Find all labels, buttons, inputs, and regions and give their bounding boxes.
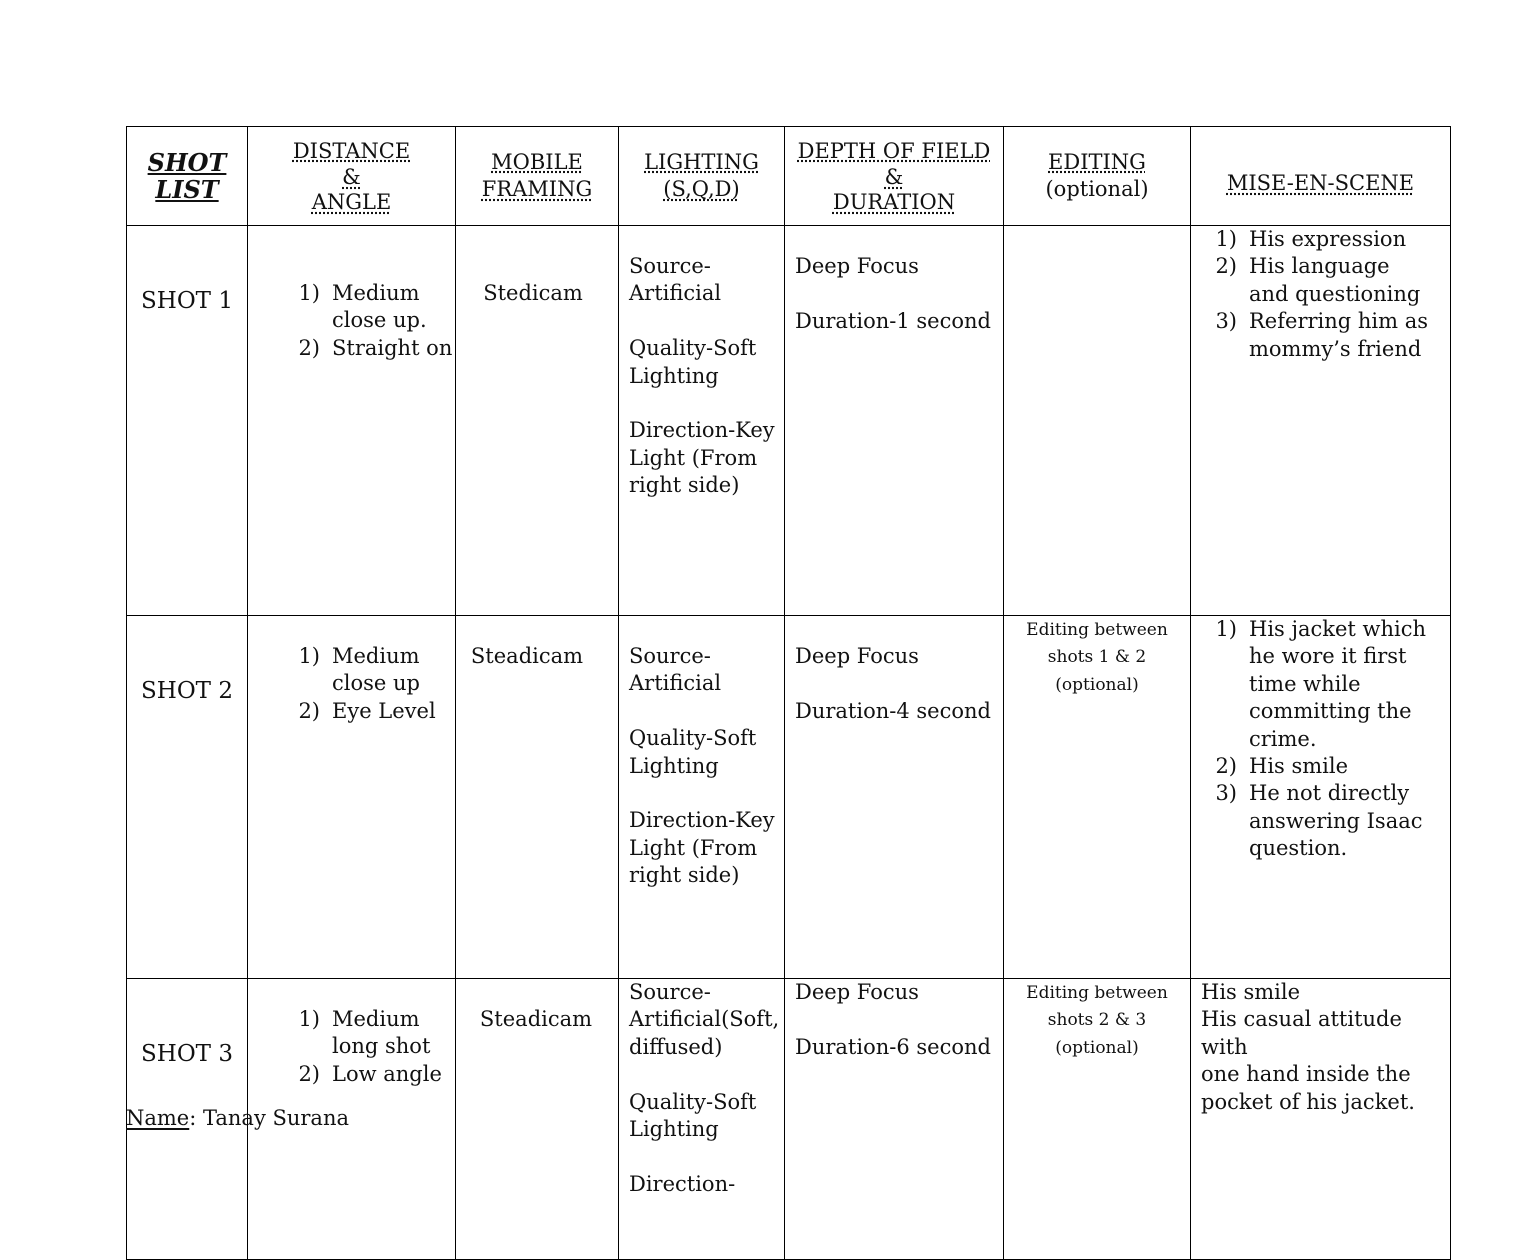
mise-list <box>1203 226 1450 363</box>
shot-label: SHOT 2 <box>127 616 248 979</box>
list-item: 1) His jacket which he wore it first time while committing the crime. <box>1215 617 1427 751</box>
mise-en-scene-cell <box>1191 226 1451 616</box>
editing-cell <box>1004 226 1191 616</box>
list-item: 3) He not directly answering Isaac question. <box>1215 781 1423 861</box>
shot-list-table <box>126 126 1451 1260</box>
author-name <box>126 1106 349 1130</box>
mobile-framing-cell: Steadicam <box>456 616 619 979</box>
distance-list <box>286 643 455 725</box>
list-item: 2) His smile <box>1215 754 1349 779</box>
list-item: 1) His expression <box>1215 227 1407 251</box>
list-item: 3) Referring him as mommy’s friend <box>1215 309 1429 361</box>
header-depth-duration: DEPTH OF FIELD & DURATION <box>785 127 1004 226</box>
editing-cell: Editing between shots 2 & 3 (optional) <box>1004 979 1191 1260</box>
shot-label: SHOT 3 <box>127 979 248 1260</box>
list-item: 2) Straight on <box>298 335 453 360</box>
mise-list <box>1203 616 1450 863</box>
header-mise-en-scene: MISE-EN-SCENE <box>1191 127 1451 226</box>
distance-list <box>286 280 455 362</box>
list-item: 1) Medium long shot <box>298 1007 431 1059</box>
depth-duration-cell: Deep Focus Duration-4 second <box>785 616 1004 979</box>
depth-duration-cell: Deep Focus Duration-1 second <box>785 226 1004 616</box>
list-item: 2) His language and questioning <box>1215 254 1421 306</box>
list-item: 2) Eye Level <box>298 698 436 723</box>
lighting-cell: Source- Artificial Quality-Soft Lighting Direction-Key Light (From right side) <box>619 616 785 979</box>
lighting-cell: Source- Artificial Quality-Soft Lighting Direction-Key Light (From right side) <box>619 226 785 616</box>
distance-angle-cell <box>248 616 456 979</box>
table-row <box>127 616 1451 979</box>
depth-duration-cell: Deep Focus Duration-6 second <box>785 979 1004 1260</box>
header-lighting: LIGHTING (S,Q,D) <box>619 127 785 226</box>
mobile-framing-cell: Steadicam <box>456 979 619 1260</box>
mise-en-scene-cell <box>1191 616 1451 979</box>
table-row <box>127 226 1451 616</box>
lighting-cell: Source- Artificial(Soft, diffused) Quality-Soft Lighting Direction- <box>619 979 785 1260</box>
header-editing: EDITING (optional) <box>1004 127 1191 226</box>
header-row <box>127 127 1451 226</box>
distance-list <box>286 1006 455 1088</box>
editing-cell: Editing between shots 1 & 2 (optional) <box>1004 616 1191 979</box>
distance-angle-cell <box>248 226 456 616</box>
mise-en-scene-cell: His smile His casual attitude with one hand inside the pocket of his jacket. <box>1191 979 1451 1260</box>
name-label: Name <box>126 1106 190 1130</box>
list-item: 1) Medium close up. <box>298 281 427 333</box>
mobile-framing-cell: Stedicam <box>456 226 619 616</box>
header-distance-angle: DISTANCE & ANGLE <box>248 127 456 226</box>
header-mobile-framing: MOBILE FRAMING <box>456 127 619 226</box>
list-item: 1) Medium close up <box>298 644 420 696</box>
shot-label: SHOT 1 <box>127 226 248 616</box>
header-shot-list: SHOT LIST <box>127 127 248 226</box>
name-value: : Tanay Surana <box>189 1106 349 1130</box>
list-item: 2) Low angle <box>298 1061 442 1086</box>
